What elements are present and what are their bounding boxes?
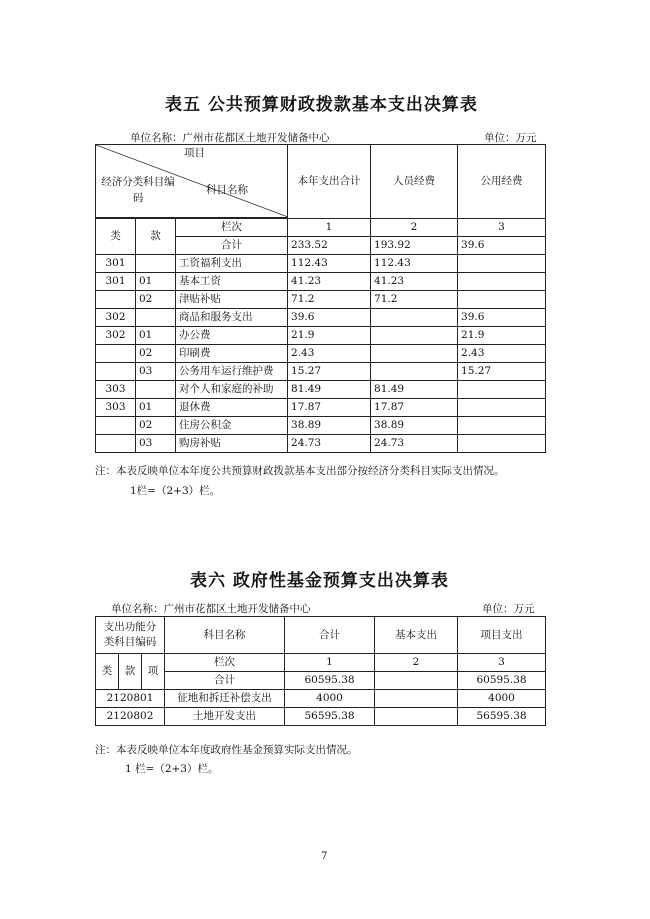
row-name: 基本工资 [176,273,288,291]
row-name: 工资福利支出 [176,255,288,273]
table6-header-xiang: 项 [142,654,165,690]
row-basic [375,672,458,690]
table-row [96,435,546,453]
table5-header-public: 公用经费 [458,145,546,219]
table6-header-subject-name: 科目名称 [165,617,285,654]
row-public: 39.6 [458,309,546,327]
table-row [96,363,546,381]
row-kuan: 01 [136,399,176,417]
row-total: 56595.38 [285,708,375,726]
table6-col2: 2 [375,654,458,672]
table-row [96,399,546,417]
row-public: 21.9 [458,327,546,345]
row-lei: 302 [96,327,136,345]
row-total: 4000 [285,690,375,708]
row-kuan: 02 [136,417,176,435]
table6-col-label: 栏次 [165,654,285,672]
row-kuan: 03 [136,363,176,381]
row-lei: 303 [96,399,136,417]
table-row [96,345,546,363]
table5-col-label: 栏次 [176,219,288,237]
row-personnel: 112.43 [371,255,458,273]
table5-header-lei: 类 [96,219,136,255]
row-public [458,417,546,435]
row-personnel [371,363,458,381]
row-total: 24.73 [288,435,371,453]
row-kuan [136,381,176,399]
row-lei: 301 [96,273,136,291]
table-row [96,255,546,273]
table-row [96,309,546,327]
table-row [96,381,546,399]
table-row [96,708,546,726]
row-basic [375,690,458,708]
table6-unit-name: 单位名称：广州市花都区土地开发储备中心 [111,603,311,615]
row-total: 60595.38 [285,672,375,690]
row-basic [375,708,458,726]
row-name: 土地开发支出 [165,708,285,726]
row-project: 60595.38 [458,672,546,690]
row-public [458,255,546,273]
row-personnel: 71.2 [371,291,458,309]
row-name: 商品和服务支出 [176,309,288,327]
table-row [96,327,546,345]
row-kuan: 02 [136,291,176,309]
row-lei: 302 [96,309,136,327]
row-lei [96,417,136,435]
row-personnel: 193.92 [371,237,458,255]
table5-col3: 3 [458,219,546,237]
row-personnel [371,309,458,327]
row-public [458,273,546,291]
table6-note: 注：本表反映单位本年度政府性基金预算实际支出情况。 [95,744,358,756]
table-row [96,273,546,291]
row-public: 39.6 [458,237,546,255]
page-number: 7 [321,851,328,862]
row-public [458,381,546,399]
table6-col3: 3 [458,654,546,672]
row-name: 退休费 [176,399,288,417]
table5-header-kuan: 款 [136,219,176,255]
table6-unit: 单位：万元 [482,603,535,615]
row-project: 4000 [458,690,546,708]
row-total: 39.6 [288,309,371,327]
row-lei [96,345,136,363]
table5-header-personnel: 人员经费 [371,145,458,219]
row-personnel: 41.23 [371,273,458,291]
table6 [95,616,546,726]
table-row [96,291,546,309]
table5 [95,144,546,453]
row-name: 购房补贴 [176,435,288,453]
row-personnel: 17.87 [371,399,458,417]
table5-col1: 1 [288,219,371,237]
table6-col1: 1 [285,654,375,672]
row-code: 2120802 [96,708,165,726]
table5-header-econ-code: 经济分类科目编码 [101,176,175,204]
row-total: 2.43 [288,345,371,363]
table6-header-project: 项目支出 [458,617,546,654]
row-kuan: 01 [136,273,176,291]
row-total: 41.23 [288,273,371,291]
table5-header-total: 本年支出合计 [288,145,371,219]
table5-header-subject-name: 科目名称 [206,184,248,196]
row-lei: 303 [96,381,136,399]
table6-header-func-code: 支出功能分类科目编码 [96,617,165,654]
row-lei: 301 [96,255,136,273]
row-personnel [371,327,458,345]
row-public [458,435,546,453]
row-name: 对个人和家庭的补助 [176,381,288,399]
row-total: 21.9 [288,327,371,345]
row-name: 合计 [176,237,288,255]
row-kuan: 01 [136,327,176,345]
table5-note-formula: 1栏=（2+3）栏。 [130,485,221,497]
table5-note: 注：本表反映单位本年度公共预算财政拨款基本支出部分按经济分类科目实际支出情况。 [95,465,505,477]
row-public [458,291,546,309]
row-total: 71.2 [288,291,371,309]
table5-header-item: 项目 [184,147,205,159]
row-public [458,399,546,417]
row-name: 公务用车运行维护费 [176,363,288,381]
row-public: 2.43 [458,345,546,363]
table5-unit: 单位：万元 [484,132,537,144]
row-name: 印刷费 [176,345,288,363]
table6-note-formula: 1 栏=（2+3）栏。 [125,763,219,775]
row-kuan: 03 [136,435,176,453]
row-kuan [136,255,176,273]
row-kuan [136,309,176,327]
row-total: 38.89 [288,417,371,435]
table6-header-lei: 类 [96,654,119,690]
row-kuan: 02 [136,345,176,363]
row-personnel: 81.49 [371,381,458,399]
table6-title: 表六 政府性基金预算支出决算表 [190,571,449,591]
row-code: 2120801 [96,690,165,708]
row-lei [96,435,136,453]
row-personnel: 38.89 [371,417,458,435]
table5-header-item-cell [96,145,288,218]
row-total: 17.87 [288,399,371,417]
table5-unit-name: 单位名称：广州市花都区土地开发储备中心 [130,132,330,144]
row-project: 56595.38 [458,708,546,726]
table6-header-total: 合计 [285,617,375,654]
row-name: 津贴补贴 [176,291,288,309]
table5-col2: 2 [371,219,458,237]
row-lei [96,291,136,309]
row-public: 15.27 [458,363,546,381]
row-total: 15.27 [288,363,371,381]
row-name: 住房公积金 [176,417,288,435]
row-personnel: 24.73 [371,435,458,453]
table5-title: 表五 公共预算财政拨款基本支出决算表 [165,95,478,115]
row-personnel [371,345,458,363]
table-row [96,417,546,435]
row-lei [96,363,136,381]
row-total: 112.43 [288,255,371,273]
table6-header-basic: 基本支出 [375,617,458,654]
row-name: 征地和拆迁补偿支出 [165,690,285,708]
row-name: 办公费 [176,327,288,345]
row-total: 233.52 [288,237,371,255]
row-name: 合计 [165,672,285,690]
row-total: 81.49 [288,381,371,399]
table-row [96,690,546,708]
table6-header-kuan: 款 [119,654,142,690]
